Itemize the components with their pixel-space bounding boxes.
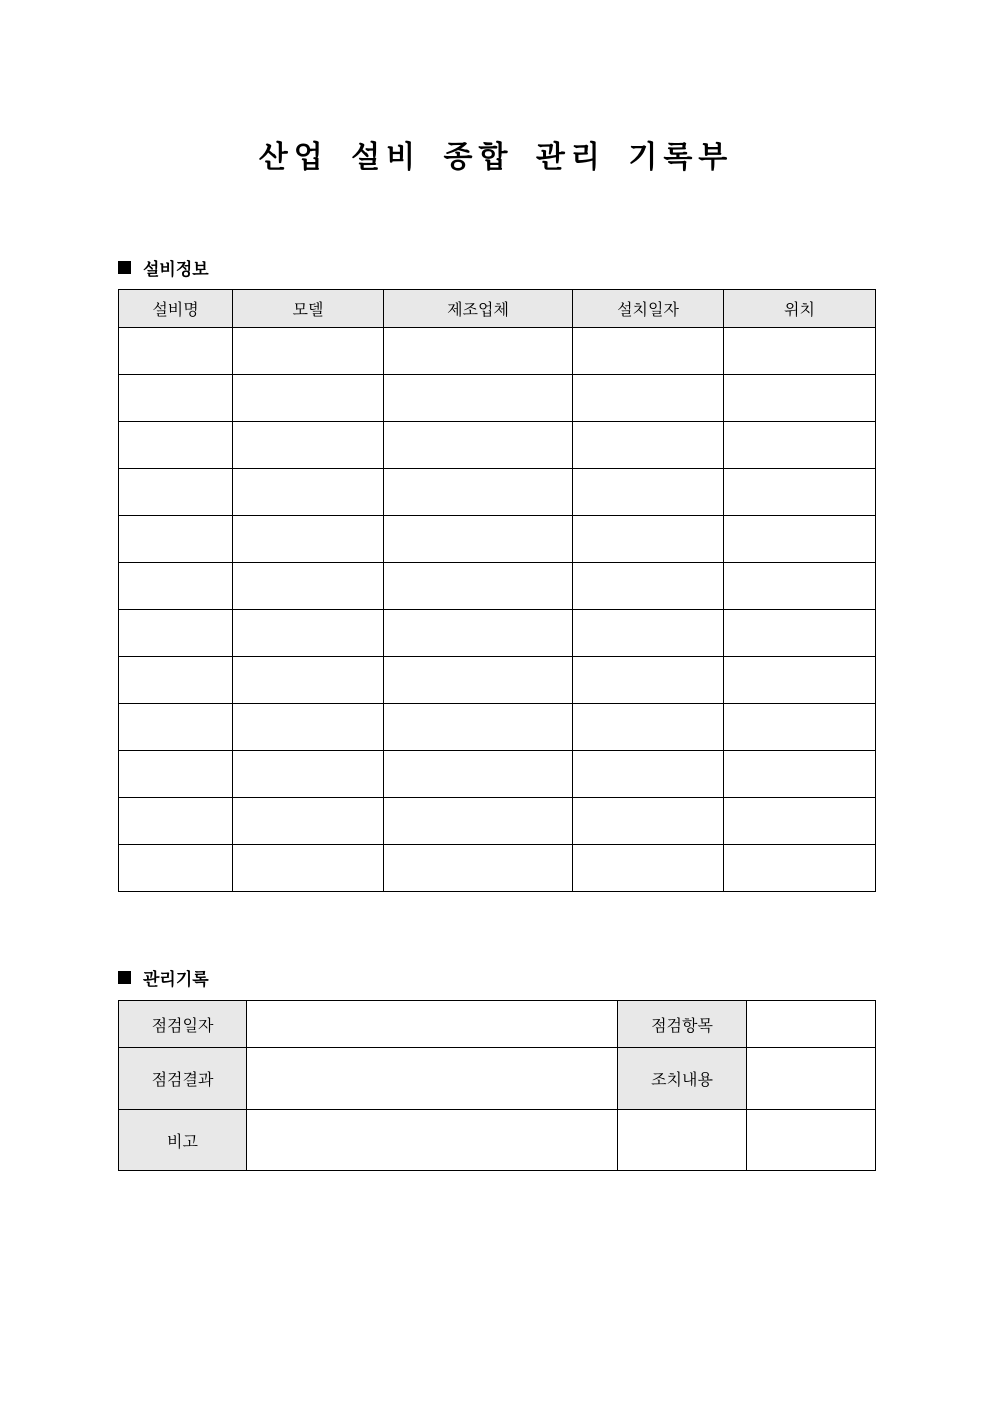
- equipment-header-row: [119, 290, 876, 328]
- table-row: [119, 751, 876, 798]
- model-cell[interactable]: [233, 375, 384, 422]
- action-field[interactable]: [747, 1048, 876, 1110]
- action-label: 조치내용: [618, 1048, 747, 1110]
- install-date-cell[interactable]: [573, 375, 724, 422]
- table-row: [119, 704, 876, 751]
- location-cell[interactable]: [724, 610, 876, 657]
- remarks-field[interactable]: [247, 1110, 618, 1171]
- name-cell[interactable]: [119, 328, 233, 375]
- location-cell[interactable]: [724, 751, 876, 798]
- install-date-cell[interactable]: [573, 610, 724, 657]
- model-cell[interactable]: [233, 610, 384, 657]
- name-cell[interactable]: [119, 798, 233, 845]
- equipment-section-label: 설비정보: [143, 260, 209, 280]
- model-cell[interactable]: [233, 469, 384, 516]
- table-row: [119, 563, 876, 610]
- install-date-cell[interactable]: [573, 469, 724, 516]
- table-row: [119, 845, 876, 892]
- remarks-label: 비고: [119, 1110, 247, 1171]
- column-header-model: 모델: [233, 290, 384, 328]
- install-date-cell[interactable]: [573, 798, 724, 845]
- manufacturer-cell[interactable]: [384, 563, 573, 610]
- location-cell[interactable]: [724, 563, 876, 610]
- install-date-cell[interactable]: [573, 657, 724, 704]
- manufacturer-cell[interactable]: [384, 798, 573, 845]
- model-cell[interactable]: [233, 845, 384, 892]
- install-date-cell[interactable]: [573, 751, 724, 798]
- install-date-cell[interactable]: [573, 563, 724, 610]
- model-cell[interactable]: [233, 422, 384, 469]
- location-cell[interactable]: [724, 845, 876, 892]
- name-cell[interactable]: [119, 469, 233, 516]
- table-row: [119, 798, 876, 845]
- name-cell[interactable]: [119, 751, 233, 798]
- manufacturer-cell[interactable]: [384, 845, 573, 892]
- location-cell[interactable]: [724, 375, 876, 422]
- location-cell[interactable]: [724, 657, 876, 704]
- model-cell[interactable]: [233, 516, 384, 563]
- column-header-install-date: 설치일자: [573, 290, 724, 328]
- install-date-cell[interactable]: [573, 845, 724, 892]
- name-cell[interactable]: [119, 516, 233, 563]
- inspection-result-field[interactable]: [247, 1048, 618, 1110]
- name-cell[interactable]: [119, 657, 233, 704]
- name-cell[interactable]: [119, 375, 233, 422]
- table-row: [119, 422, 876, 469]
- manufacturer-cell[interactable]: [384, 516, 573, 563]
- location-cell[interactable]: [724, 704, 876, 751]
- install-date-cell[interactable]: [573, 328, 724, 375]
- square-bullet-icon: [118, 261, 131, 274]
- inspection-item-label: 점검항목: [618, 1001, 747, 1048]
- manufacturer-cell[interactable]: [384, 704, 573, 751]
- extra-field-1[interactable]: [618, 1110, 747, 1171]
- table-row: [119, 610, 876, 657]
- equipment-table: [118, 289, 876, 892]
- model-cell[interactable]: [233, 751, 384, 798]
- record-row-remarks: [119, 1110, 876, 1171]
- model-cell[interactable]: [233, 704, 384, 751]
- model-cell[interactable]: [233, 328, 384, 375]
- location-cell[interactable]: [724, 328, 876, 375]
- extra-field-2[interactable]: [747, 1110, 876, 1171]
- manufacturer-cell[interactable]: [384, 657, 573, 704]
- inspection-item-field[interactable]: [747, 1001, 876, 1048]
- manufacturer-cell[interactable]: [384, 328, 573, 375]
- table-row: [119, 375, 876, 422]
- equipment-section-title: [118, 255, 209, 280]
- location-cell[interactable]: [724, 516, 876, 563]
- record-section-title: [118, 965, 209, 990]
- record-section-label: 관리기록: [143, 970, 209, 990]
- manufacturer-cell[interactable]: [384, 422, 573, 469]
- model-cell[interactable]: [233, 563, 384, 610]
- name-cell[interactable]: [119, 422, 233, 469]
- manufacturer-cell[interactable]: [384, 610, 573, 657]
- location-cell[interactable]: [724, 422, 876, 469]
- model-cell[interactable]: [233, 798, 384, 845]
- column-header-manufacturer: 제조업체: [384, 290, 573, 328]
- name-cell[interactable]: [119, 704, 233, 751]
- record-table: [118, 1000, 876, 1171]
- record-row-date: [119, 1001, 876, 1048]
- inspection-date-label: 점검일자: [119, 1001, 247, 1048]
- name-cell[interactable]: [119, 563, 233, 610]
- install-date-cell[interactable]: [573, 704, 724, 751]
- record-row-result: [119, 1048, 876, 1110]
- table-row: [119, 328, 876, 375]
- column-header-location: 위치: [724, 290, 876, 328]
- inspection-date-field[interactable]: [247, 1001, 618, 1048]
- manufacturer-cell[interactable]: [384, 469, 573, 516]
- name-cell[interactable]: [119, 610, 233, 657]
- table-row: [119, 657, 876, 704]
- install-date-cell[interactable]: [573, 516, 724, 563]
- table-row: [119, 516, 876, 563]
- page-title: 산업 설비 종합 관리 기록부: [258, 140, 734, 175]
- table-row: [119, 469, 876, 516]
- inspection-result-label: 점검결과: [119, 1048, 247, 1110]
- model-cell[interactable]: [233, 657, 384, 704]
- square-bullet-icon: [118, 971, 131, 984]
- manufacturer-cell[interactable]: [384, 751, 573, 798]
- column-header-name: 설비명: [119, 290, 233, 328]
- install-date-cell[interactable]: [573, 422, 724, 469]
- location-cell[interactable]: [724, 798, 876, 845]
- name-cell[interactable]: [119, 845, 233, 892]
- manufacturer-cell[interactable]: [384, 375, 573, 422]
- location-cell[interactable]: [724, 469, 876, 516]
